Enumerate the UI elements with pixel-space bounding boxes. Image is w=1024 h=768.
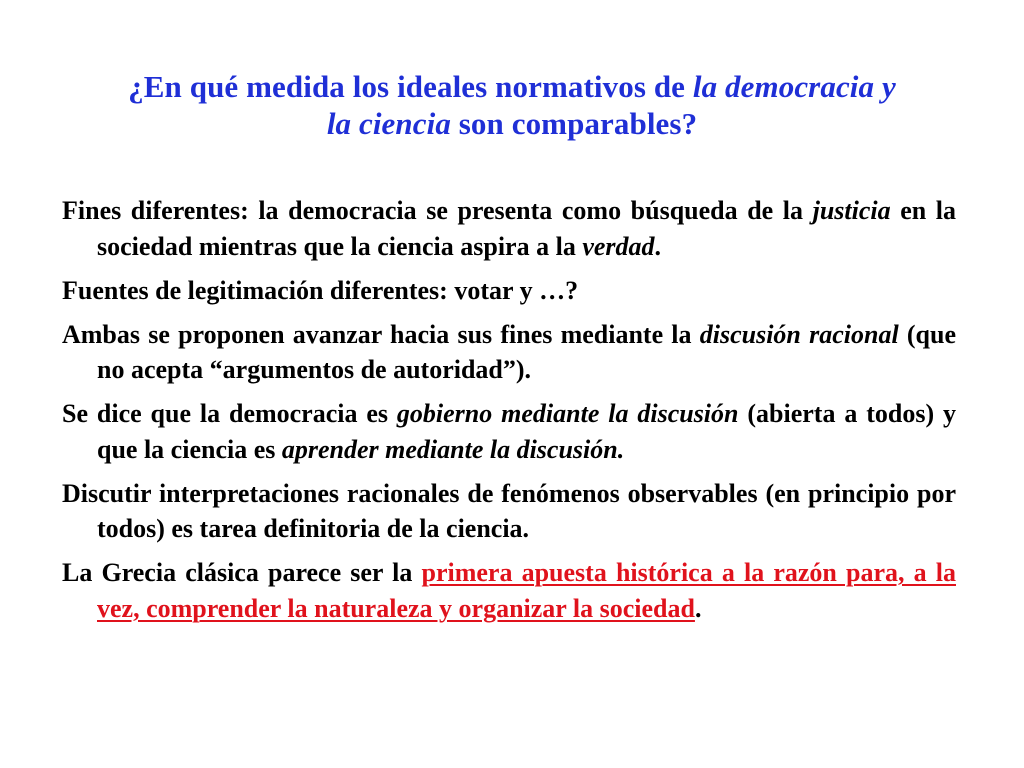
title-line-1 (0, 68, 1024, 105)
paragraph-text: Fuentes de legitimación diferentes: votar y …? (62, 275, 579, 305)
paragraph-emphasis: verdad (582, 231, 655, 261)
paragraph-text: Fines diferentes: la democracia se presenta como búsqueda de la (62, 196, 813, 225)
slide-body (62, 193, 956, 635)
paragraph-text: (que no acepta “argumentos de autoridad”). (97, 319, 956, 384)
title-text: son comparables? (450, 106, 698, 141)
title-emphasis: la ciencia (326, 106, 451, 141)
paragraph-text: Discutir interpretaciones racionales de fenómenos observables (en principio por todos) es tarea definitoria de la ciencia. (62, 478, 956, 543)
paragraph-se-dice (62, 396, 956, 467)
paragraph-text: en la sociedad mientras que la ciencia aspira a la (97, 196, 956, 261)
paragraph-fines (62, 193, 956, 264)
paragraph-text: . (654, 231, 662, 261)
title-line-2 (0, 105, 1024, 142)
title-emphasis: la democracia y (692, 69, 896, 104)
paragraph-emphasis: justicia (812, 196, 891, 225)
paragraph-text: . (694, 593, 702, 623)
paragraph-emphasis: gobierno mediante la discusión (396, 399, 739, 428)
paragraph-text: Se dice que la democracia es (62, 399, 397, 428)
highlighted-text: primera apuesta histórica a la razón para, a la vez, comprender la naturaleza y organizar la sociedad (97, 558, 956, 623)
paragraph-ambas (62, 317, 956, 388)
paragraph-text: (abierta a todos) y que la ciencia es (97, 399, 957, 464)
paragraph-discutir (62, 476, 956, 547)
slide-title (0, 68, 1024, 142)
title-text: ¿En qué medida los ideales normativos de (128, 69, 693, 104)
paragraph-fuentes (62, 273, 956, 309)
paragraph-text: Ambas se proponen avanzar hacia sus fines mediante la (62, 319, 700, 349)
paragraph-text: La Grecia clásica parece ser la (62, 558, 422, 587)
paragraph-emphasis: aprender mediante la discusión. (281, 434, 625, 464)
paragraph-grecia (62, 555, 956, 626)
paragraph-emphasis: discusión racional (699, 319, 899, 349)
